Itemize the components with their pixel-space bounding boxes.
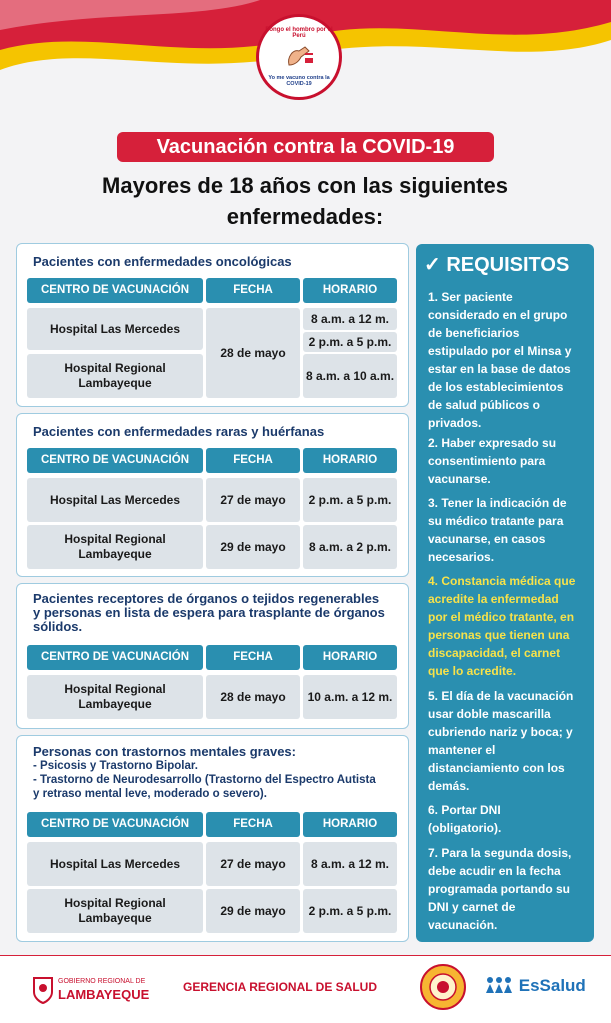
page-subtitle [40, 170, 570, 232]
main-title-banner: Vacunación contra la COVID-19 [117, 132, 494, 162]
req-line: de salud públicos o [428, 398, 541, 412]
cell-center: Hospital Las Mercedes [27, 842, 203, 886]
req-line: 4. Constancia médica que [428, 574, 576, 588]
req-line: que lo acredite. [428, 664, 517, 678]
req-line: debe acudir en la fecha [428, 864, 561, 878]
req-line: demás. [428, 779, 470, 793]
header-date: FECHA [206, 278, 300, 303]
cell-time: 8 a.m. a 12 m. [303, 842, 397, 886]
header-time: HORARIO [303, 448, 397, 473]
shield-icon [32, 974, 54, 1004]
cell-center: Hospital Las Mercedes [27, 478, 203, 522]
campaign-badge-logo [256, 14, 342, 100]
cell-time: 8 a.m. a 12 m. [303, 308, 397, 330]
gerencia-label: GERENCIA REGIONAL DE SALUD [183, 980, 378, 994]
gobierno-label: GOBIERNO REGIONAL DE [58, 978, 146, 985]
requisitos-title: ✓ REQUISITOS [424, 254, 570, 276]
req-line: considerado en el grupo [428, 308, 568, 322]
header-time: HORARIO [303, 645, 397, 670]
req-line: vacunarse, en casos [428, 532, 546, 546]
header-date: FECHA [206, 448, 300, 473]
requisito-item-4 [428, 572, 590, 680]
people-icon [484, 976, 514, 994]
req-line: distanciamiento con los [428, 761, 565, 775]
regional-seal-logo [420, 964, 466, 1010]
essalud-logo [484, 976, 586, 996]
section-notes [33, 759, 376, 801]
req-line: consentimiento para [428, 454, 546, 468]
req-line: DNI y carnet de [428, 900, 516, 914]
cell-center: Hospital Regional Lambayeque [27, 525, 203, 569]
essalud-label: EsSalud [518, 976, 586, 995]
note-line: y retraso mental leve, moderado o severo). [33, 788, 267, 800]
req-line: 7. Para la segunda dosis, [428, 846, 572, 860]
req-line: de beneficiarios [428, 326, 520, 340]
badge-bottom-text: Yo me vacuno contra la COVID-19 [268, 75, 330, 87]
header-time: HORARIO [303, 278, 397, 303]
section-title-line: sólidos. [33, 619, 83, 634]
req-line: estar en la base de datos [428, 362, 571, 376]
cell-time: 8 a.m. a 10 a.m. [303, 354, 397, 398]
req-line: programada portando su [428, 882, 571, 896]
seal-icon [422, 966, 464, 1008]
req-line: usar doble mascarilla [428, 707, 551, 721]
req-line: 1. Ser paciente [428, 290, 513, 304]
cell-date: 27 de mayo [206, 842, 300, 886]
header-center: CENTRO DE VACUNACIÓN [27, 278, 203, 303]
header-center: CENTRO DE VACUNACIÓN [27, 448, 203, 473]
section-trastornos-mentales [16, 735, 409, 942]
req-line: 3. Tener la indicación de [428, 496, 567, 510]
section-title [33, 592, 385, 634]
header-center: CENTRO DE VACUNACIÓN [27, 645, 203, 670]
cell-time: 10 a.m. a 12 m. [303, 675, 397, 719]
subtitle-line-1: Mayores de 18 años con las siguientes [102, 173, 508, 198]
req-line: mantener el [428, 743, 496, 757]
lambayeque-label: LAMBAYEQUE [58, 987, 150, 1002]
req-line: vacunarse. [428, 472, 491, 486]
cell-date: 27 de mayo [206, 478, 300, 522]
cell-date: 28 de mayo [206, 675, 300, 719]
section-oncologicas [16, 243, 409, 407]
req-line: vacunación. [428, 918, 498, 932]
req-line: de los establecimientos [428, 380, 564, 394]
section-title: Personas con trastornos mentales graves: [33, 744, 296, 759]
req-line: discapacidad, el carnet [428, 646, 561, 660]
req-line: estipulado por el Minsa y [428, 344, 572, 358]
req-line: privados. [428, 416, 482, 430]
requisito-item-5 [428, 687, 590, 795]
req-line: por el médico tratante, en [428, 610, 575, 624]
subtitle-line-2: enfermedades: [226, 204, 384, 229]
header-date: FECHA [206, 645, 300, 670]
note-line: - Psicosis y Trastorno Bipolar. [33, 760, 198, 772]
cell-date: 29 de mayo [206, 525, 300, 569]
cell-time: 8 a.m. a 2 p.m. [303, 525, 397, 569]
req-line: 6. Portar DNI [428, 803, 501, 817]
req-line: su médico tratante para [428, 514, 564, 528]
section-trasplante [16, 583, 409, 729]
req-line: cubriendo nariz y boca; y [428, 725, 573, 739]
section-title: Pacientes con enfermedades oncológicas [33, 254, 292, 269]
req-line: personas que tienen una [428, 628, 570, 642]
footer-logos [0, 956, 611, 1023]
cell-center: Hospital Regional Lambayeque [27, 354, 203, 398]
requisito-item-2 [428, 434, 590, 488]
cell-date: 29 de mayo [206, 889, 300, 933]
requisito-item-3 [428, 494, 590, 566]
section-title: Pacientes con enfermedades raras y huérfanas [33, 424, 325, 439]
req-line: 5. El día de la vacunación [428, 689, 574, 703]
requisito-item-1 [428, 288, 590, 432]
cell-center: Hospital Regional Lambayeque [27, 889, 203, 933]
cell-time: 2 p.m. a 5 p.m. [303, 478, 397, 522]
section-raras-huerfanas [16, 413, 409, 577]
req-line: 2. Haber expresado su [428, 436, 557, 450]
header-center: CENTRO DE VACUNACIÓN [27, 812, 203, 837]
header-date: FECHA [206, 812, 300, 837]
cell-date: 28 de mayo [206, 308, 300, 398]
cell-time: 2 p.m. a 5 p.m. [303, 889, 397, 933]
gobierno-regional-logo [32, 974, 152, 1006]
req-line: acredite la enfermedad [428, 592, 559, 606]
cell-time: 2 p.m. a 5 p.m. [303, 332, 397, 352]
section-title-line: y personas en lista de espera para trasplante de órganos [33, 605, 385, 620]
section-title-line: Pacientes receptores de órganos o tejidos regenerables [33, 591, 380, 606]
requisitos-panel [416, 244, 594, 942]
hands-icon [283, 41, 317, 71]
note-line: - Trastorno de Neurodesarrollo (Trastorno del Espectro Autista [33, 774, 376, 786]
req-line: (obligatorio). [428, 821, 502, 835]
requisito-item-7 [428, 844, 590, 934]
badge-top-text: Pongo el hombro por el Perú [265, 27, 333, 39]
cell-center: Hospital Regional Lambayeque [27, 675, 203, 719]
header-time: HORARIO [303, 812, 397, 837]
req-line: necesarios. [428, 550, 495, 564]
cell-center: Hospital Las Mercedes [27, 308, 203, 350]
requisito-item-6 [428, 801, 590, 837]
